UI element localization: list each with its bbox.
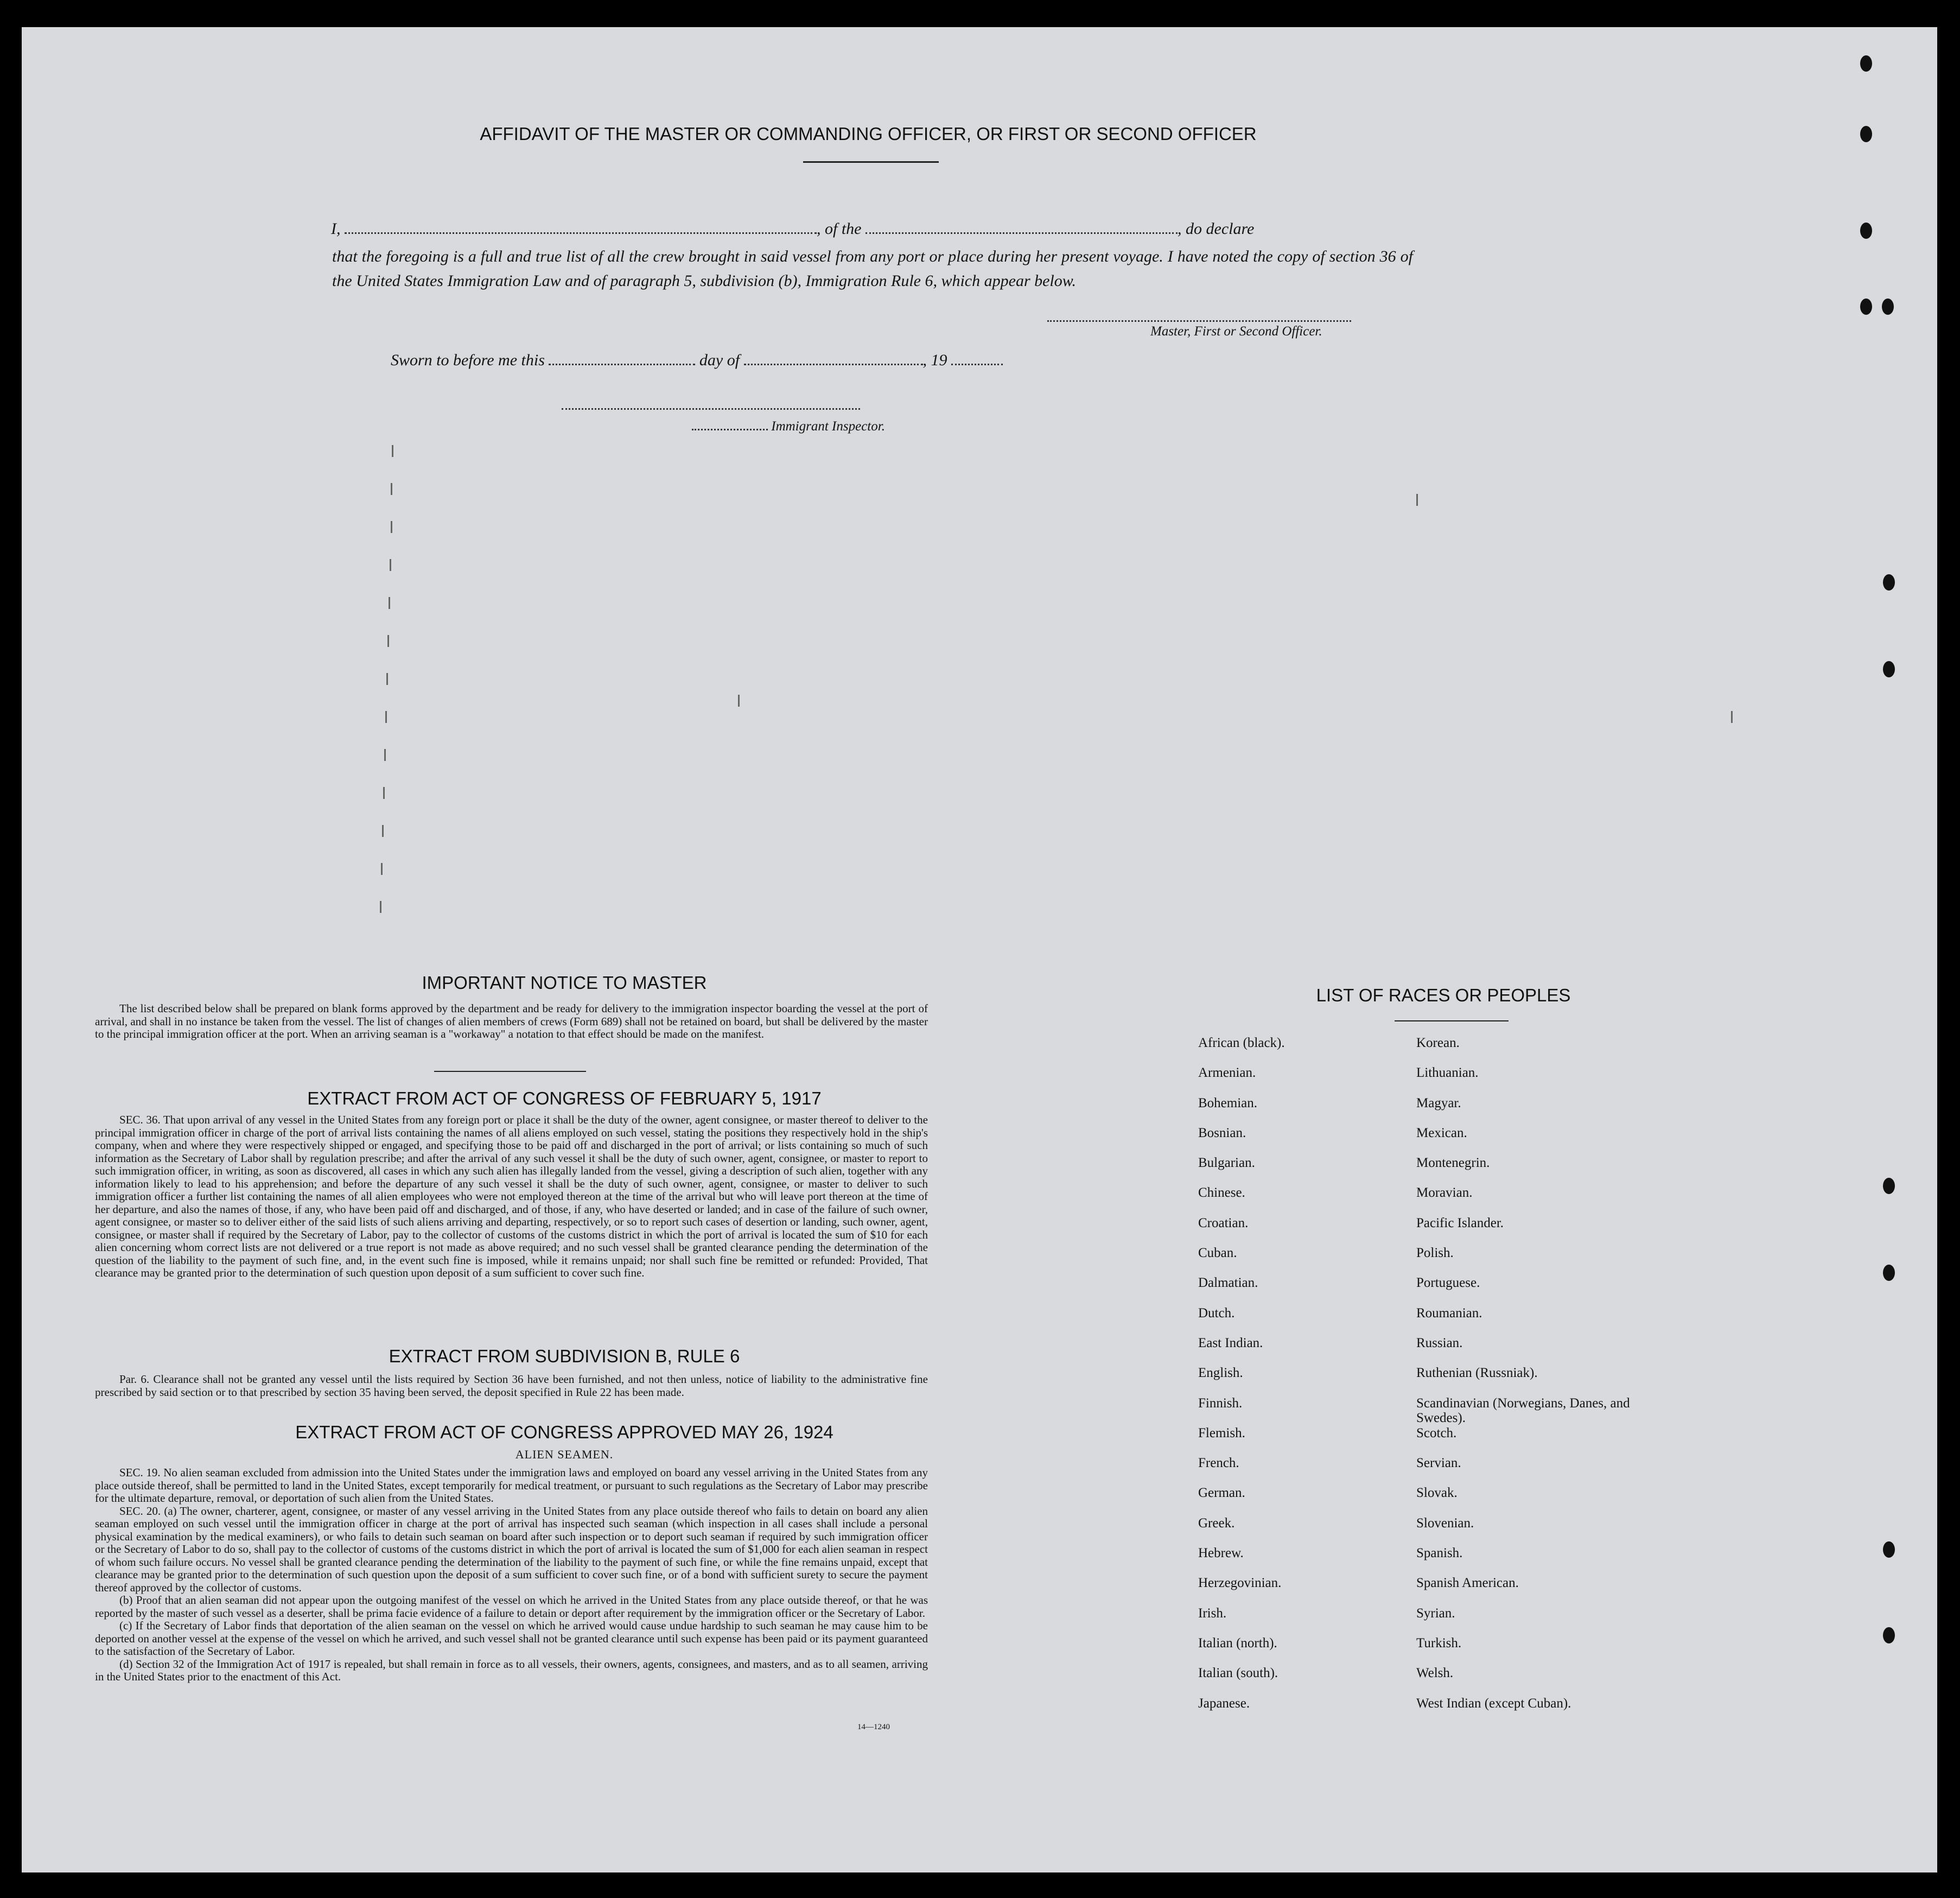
master-signature-line[interactable] xyxy=(1047,320,1351,322)
sworn-label: Sworn to before me this xyxy=(391,351,545,369)
inspector-caption: Immigrant Inspector. xyxy=(771,419,885,434)
race-item: Spanish American. xyxy=(1416,1576,1519,1591)
race-item: Slovenian. xyxy=(1416,1515,1474,1531)
race-item: German. xyxy=(1198,1486,1245,1501)
inspector-signature-line[interactable] xyxy=(562,408,860,410)
sworn-day-field[interactable] xyxy=(549,364,695,365)
punch-hole xyxy=(1882,299,1894,315)
scan-mark xyxy=(380,901,381,913)
race-item: Korean. xyxy=(1416,1036,1460,1050)
sworn-month-field[interactable] xyxy=(744,364,923,365)
scan-mark xyxy=(385,711,387,723)
race-item: Scotch. xyxy=(1416,1425,1457,1440)
race-item: Bulgarian. xyxy=(1198,1156,1255,1171)
scan-mark xyxy=(382,825,384,837)
notice-text xyxy=(95,1002,928,1041)
extract-1924-subtitle: ALIEN SEAMEN. xyxy=(515,1448,614,1461)
punch-hole xyxy=(1883,661,1895,677)
punch-hole xyxy=(1883,1178,1895,1194)
race-item: Syrian. xyxy=(1416,1605,1455,1621)
sec20a-paragraph: SEC. 20. (a) The owner, charterer, agent, consignee, or master of any vessel arriving in the United States from any place outside thereof who fails to detain on board any alien seaman employed on such vessel until the immigration officer in charge at the port of arrival has inspected such seaman (which inspection in all cases shall include a personal physical examination by the medical examiners), or who fails to detain such seaman on board after such inspection or to deport such seaman if required by such immigration officer or the Secretary of Labor to do so, shall pay to the collector of customs of the customs district in which the port of arrival is located the sum of $1,000 for each alien seaman in respect of whom such failure occurs. No vessel shall be granted clearance pending the determination of the liability to the payment of such fine, or while the fine remains unpaid, except that clearance may be granted prior to the determination of such question upon the deposit of a sum sufficient to cover such fine, or of a bond with sufficient surety to secure the payment thereof approved by the collector of customs. xyxy=(95,1504,928,1594)
race-item: Welsh. xyxy=(1416,1666,1454,1681)
race-item: Greek. xyxy=(1198,1515,1235,1531)
affidavit-body: that the foregoing is a full and true list of all the crew brought in said vessel from any port or place during her present voyage. I have noted the copy of section 36 of the United States Immigration Law and of paragraph 5, subdivision (b), Immigration Rule 6, which appear below. xyxy=(332,247,1413,290)
race-item: Turkish. xyxy=(1416,1635,1462,1651)
notice-title: IMPORTANT NOTICE TO MASTER xyxy=(422,973,707,993)
race-item: Chinese. xyxy=(1198,1185,1245,1201)
extract-1917-text xyxy=(95,1114,928,1280)
vessel-name-field[interactable] xyxy=(866,232,1178,234)
notice-rule xyxy=(434,1071,586,1072)
scan-mark xyxy=(1416,494,1418,506)
race-item: Hebrew. xyxy=(1198,1546,1244,1561)
race-item: African (black). xyxy=(1198,1036,1285,1050)
punch-hole xyxy=(1860,223,1872,239)
punch-hole xyxy=(1860,55,1872,72)
punch-hole xyxy=(1883,574,1895,591)
extract-1924-text xyxy=(95,1467,928,1684)
race-item: Roumanian. xyxy=(1416,1305,1482,1321)
affidavit-title-rule xyxy=(803,161,939,163)
race-item: Ruthenian (Russniak). xyxy=(1416,1366,1538,1381)
scan-mark xyxy=(386,673,388,685)
form-number: 14—1240 xyxy=(857,1723,890,1731)
punch-hole xyxy=(1860,299,1872,315)
scan-mark xyxy=(384,749,386,761)
race-item: Croatian. xyxy=(1198,1215,1249,1230)
race-item: Dalmatian. xyxy=(1198,1275,1258,1291)
races-column-1 xyxy=(1198,1036,1410,1726)
punch-hole xyxy=(1883,1541,1895,1558)
sworn-year-prefix: , 19 xyxy=(922,351,947,369)
scan-mark xyxy=(390,559,391,571)
sec20b-paragraph: (b) Proof that an alien seaman did not appear upon the outgoing manifest of the vessel on which he arrived in the United States from any place outside thereof, or that he was reported by the master of such vessel as a deserter, shall be prima facie evidence of a failure to detain or deport after requirement by the immigration officer or the Secretary of Labor. xyxy=(95,1594,928,1620)
affidavit-do-declare-label: , do declare xyxy=(1178,220,1255,238)
race-item: Armenian. xyxy=(1198,1065,1256,1081)
race-item: Portuguese. xyxy=(1416,1275,1480,1291)
race-item: Moravian. xyxy=(1416,1185,1473,1201)
affidavit-declaration-line xyxy=(331,220,1411,238)
scan-mark xyxy=(383,787,385,799)
race-item: Montenegrin. xyxy=(1416,1156,1490,1171)
race-item: Magyar. xyxy=(1416,1095,1461,1110)
scan-mark xyxy=(392,445,393,457)
extract-1917-title: EXTRACT FROM ACT OF CONGRESS OF FEBRUARY 5, 1917 xyxy=(307,1088,822,1108)
punch-hole xyxy=(1883,1627,1895,1643)
inspector-caption-line xyxy=(692,419,885,434)
scan-mark xyxy=(389,597,390,609)
scan-mark xyxy=(391,521,392,533)
race-item: Irish. xyxy=(1198,1605,1227,1621)
affidavit-of-the-label: , of the xyxy=(817,220,862,238)
affidavit-title: AFFIDAVIT OF THE MASTER OR COMMANDING OFFICER, OR FIRST OR SECOND OFFICER xyxy=(480,124,1257,144)
race-item: Lithuanian. xyxy=(1416,1065,1479,1081)
race-item: Japanese. xyxy=(1198,1696,1250,1711)
race-item: Flemish. xyxy=(1198,1425,1245,1440)
races-column-2 xyxy=(1416,1036,1655,1726)
sworn-line xyxy=(391,351,1003,370)
race-item: Dutch. xyxy=(1198,1305,1235,1321)
scan-mark xyxy=(1731,711,1733,723)
race-item: Cuban. xyxy=(1198,1246,1237,1261)
race-item: Mexican. xyxy=(1416,1125,1467,1140)
race-item: East Indian. xyxy=(1198,1335,1263,1350)
punch-hole xyxy=(1860,126,1872,142)
race-item: Bohemian. xyxy=(1198,1095,1258,1110)
affidavit-i-label: I, xyxy=(331,220,341,238)
sworn-year-field[interactable] xyxy=(951,364,1003,365)
race-item: Slovak. xyxy=(1416,1486,1458,1501)
race-item: English. xyxy=(1198,1366,1243,1381)
race-item: Polish. xyxy=(1416,1246,1454,1261)
race-item: Italian (south). xyxy=(1198,1666,1278,1681)
sec20c-paragraph: (c) If the Secretary of Labor finds that deportation of the alien seaman on the vessel on which he arrived would cause undue hardship to such seaman he may cause him to be deported on another vessel at the expense of the vessel on which he arrived, and such vessel shall not be granted clearance until such expense has been paid or its payment guaranteed to the satisfaction of the Secretary of Labor. xyxy=(95,1619,928,1658)
sworn-day-of-label: day of xyxy=(699,351,740,369)
race-item: Russian. xyxy=(1416,1335,1463,1350)
race-item: Spanish. xyxy=(1416,1546,1463,1561)
extract-1924-title: EXTRACT FROM ACT OF CONGRESS APPROVED MAY 26, 1924 xyxy=(295,1422,833,1442)
race-item: West Indian (except Cuban). xyxy=(1416,1696,1571,1711)
punch-hole xyxy=(1883,1265,1895,1281)
races-title: LIST OF RACES OR PEOPLES xyxy=(1316,985,1571,1005)
scan-mark xyxy=(738,695,740,707)
scan-mark xyxy=(387,635,389,647)
scan-mark xyxy=(391,483,392,495)
race-item: Pacific Islander. xyxy=(1416,1215,1504,1230)
scan-mark xyxy=(381,863,383,875)
extract-rule6-title: EXTRACT FROM SUBDIVISION B, RULE 6 xyxy=(389,1346,740,1366)
race-item: Herzegovinian. xyxy=(1198,1576,1282,1591)
race-item: Italian (north). xyxy=(1198,1635,1277,1651)
race-item: Servian. xyxy=(1416,1456,1461,1471)
inspector-caption-dots xyxy=(692,429,768,430)
race-item: Bosnian. xyxy=(1198,1125,1246,1140)
notice-paragraph: The list described below shall be prepared on blank forms approved by the department and be ready for delivery to the immigration inspector boarding the vessel at the port of arrival, and shall in no instance be taken from the vessel. The list of changes of alien members of crews (Form 689) shall not be retained on board, but shall be delivered by the master to the principal immigration officer at the port. When an arriving seaman is a "workaway" a notation to that effect should be made on the manifest. xyxy=(95,1002,928,1040)
officer-name-field[interactable] xyxy=(345,232,817,234)
sec19-paragraph: SEC. 19. No alien seaman excluded from admission into the United States under the immigration laws and employed on board any vessel arriving in the United States from any place outside thereof, shall be permitted to land in the United States, except temporarily for medical treatment, or pursuant to such regulations as the Secretary of Labor may prescribe for the ultimate departure, removal, or deportation of such alien from the United States. xyxy=(95,1466,928,1505)
race-item: Scandinavian (Norwegians, Danes, and Swedes). xyxy=(1416,1395,1630,1425)
sec20d-paragraph: (d) Section 32 of the Immigration Act of 1917 is repealed, but shall remain in force as to all vessels, their owners, agents, consignees, and masters, and as to all seamen, arriving in the United States prior to the enactment of this Act. xyxy=(95,1657,928,1683)
race-item: Finnish. xyxy=(1198,1395,1243,1411)
extract-rule6-text xyxy=(95,1373,928,1399)
manifest-sheet xyxy=(22,27,1937,1872)
race-item: French. xyxy=(1198,1456,1239,1471)
master-signature-caption: Master, First or Second Officer. xyxy=(1150,324,1322,339)
par6-paragraph: Par. 6. Clearance shall not be granted any vessel until the lists required by Section 36 have been furnished, and not then unless, notice of liability to the administrative fine prescribed by said section or to that prescribed by section 35 having been served, the deposit specified in Rule 22 has been made. xyxy=(95,1373,928,1399)
races-title-rule xyxy=(1395,1020,1509,1021)
sec36-paragraph: SEC. 36. That upon arrival of any vessel in the United States from any foreign port or place it shall be the duty of the owner, agent consignee, or master thereof to deliver to the principal immigration officer in charge of the port of arrival lists containing the names of all aliens employed on such vessel, stating the positions they respectively hold in the ship's company, when and where they were respectively shipped or engaged, and specifying those to be paid off and discharged in the port of arrival; or lists containing so much of such information as the Secretary of Labor shall by regulation prescribe; and after the arrival of any such vessel it shall be the duty of such owner, agent, consignee, or master to report to such immigration officer, in writing, as soon as discovered, all cases in which any such alien has illegally landed from the vessel, giving a description of such alien, together with any information likely to lead to his apprehension; and before the departure of any such vessel it shall be the duty of such owner, agent, consignee, or master to deliver to such immigration officer a further list containing the names of all alien employees who were not employed thereon at the time of the arrival but who will leave port thereon at the time of her departure, and also the names of those, if any, who have been paid off and discharged, and of those, if any, who have deserted or landed; and in case of the failure of such owner, agent consignee, or master so to deliver either of the said lists of such aliens arriving and departing, respectively, or so to report such cases of desertion or landing, such owner, agent, consignee, or master shall if required by the Secretary of Labor, pay to the collector of customs of the customs district in which the port of arrival is located the sum of $10 for each alien concerning whom correct lists are not delivered or a true report is not made as above required; and no such vessel shall be granted clearance pending the determination of the question of the liability to the payment of such fine, and, in the event such fine is imposed, while it remains unpaid; nor shall such fine be remitted or refunded: Provided, That clearance may be granted prior to the determination of such question upon deposit of a sum sufficient to cover such fine. xyxy=(95,1113,928,1279)
